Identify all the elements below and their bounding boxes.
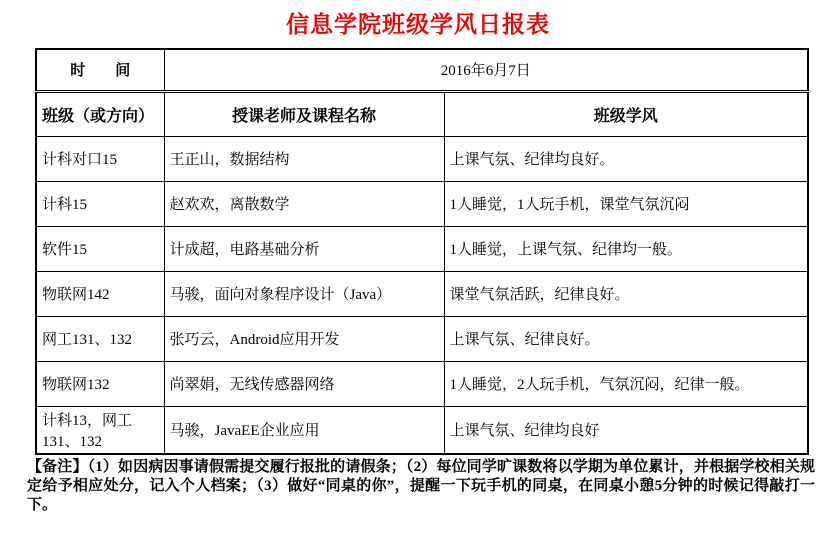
header-class: 班级（或方向） bbox=[36, 91, 164, 136]
teacher-course-cell: 赵欢欢，离散数学 bbox=[164, 181, 444, 226]
time-label: 时 间 bbox=[36, 49, 164, 91]
teacher-course-cell: 尚翠娟，无线传感器网络 bbox=[164, 361, 444, 406]
table-header-row bbox=[36, 91, 808, 136]
class-cell: 计科对口15 bbox=[36, 136, 164, 181]
study-style-cell: 1人睡觉，2人玩手机，气氛沉闷，纪律一般。 bbox=[444, 361, 808, 406]
table-row bbox=[36, 361, 808, 406]
study-style-cell: 课堂气氛活跃，纪律良好。 bbox=[444, 271, 808, 316]
table-row bbox=[36, 181, 808, 226]
study-style-cell: 1人睡觉，上课气氛、纪律均一般。 bbox=[444, 226, 808, 271]
teacher-course-cell: 计成超，电路基础分析 bbox=[164, 226, 444, 271]
table-row bbox=[36, 136, 808, 181]
study-style-cell: 上课气氛、纪律均良好。 bbox=[444, 136, 808, 181]
teacher-course-cell: 马骏，JavaEE企业应用 bbox=[164, 406, 444, 454]
time-row bbox=[36, 49, 808, 91]
study-style-cell: 1人睡觉，1人玩手机，课堂气氛沉闷 bbox=[444, 181, 808, 226]
class-cell: 计科15 bbox=[36, 181, 164, 226]
table-row bbox=[36, 406, 808, 454]
study-style-cell: 上课气氛、纪律良好。 bbox=[444, 316, 808, 361]
teacher-course-cell: 马骏，面向对象程序设计（Java） bbox=[164, 271, 444, 316]
teacher-course-cell: 王正山，数据结构 bbox=[164, 136, 444, 181]
class-cell: 软件15 bbox=[36, 226, 164, 271]
header-study-style: 班级学风 bbox=[444, 91, 808, 136]
remarks-note: 【备注】（1）如因病因事请假需提交履行报批的请假条；（2）每位同学旷课数将以学期为单位累计，并根据学校相关规定给予相应处分，记入个人档案；（3）做好“同桌的你”，提醒一下玩手机的同桌，在同桌小憩5分钟的时候记得敲打一下。 bbox=[27, 459, 815, 513]
class-cell: 计科13，网工131、132 bbox=[36, 406, 164, 454]
table-row bbox=[36, 226, 808, 271]
class-cell: 物联网132 bbox=[36, 361, 164, 406]
class-cell: 网工131、132 bbox=[36, 316, 164, 361]
time-value: 2016年6月7日 bbox=[164, 49, 808, 91]
table-row bbox=[36, 271, 808, 316]
teacher-course-cell: 张巧云，Android应用开发 bbox=[164, 316, 444, 361]
study-style-cell: 上课气氛、纪律均良好 bbox=[444, 406, 808, 454]
table-row bbox=[36, 316, 808, 361]
page-title: 信息学院班级学风日报表 bbox=[286, 12, 550, 37]
header-teacher-course: 授课老师及课程名称 bbox=[164, 91, 444, 136]
class-cell: 物联网142 bbox=[36, 271, 164, 316]
study-style-report-table bbox=[35, 48, 809, 455]
